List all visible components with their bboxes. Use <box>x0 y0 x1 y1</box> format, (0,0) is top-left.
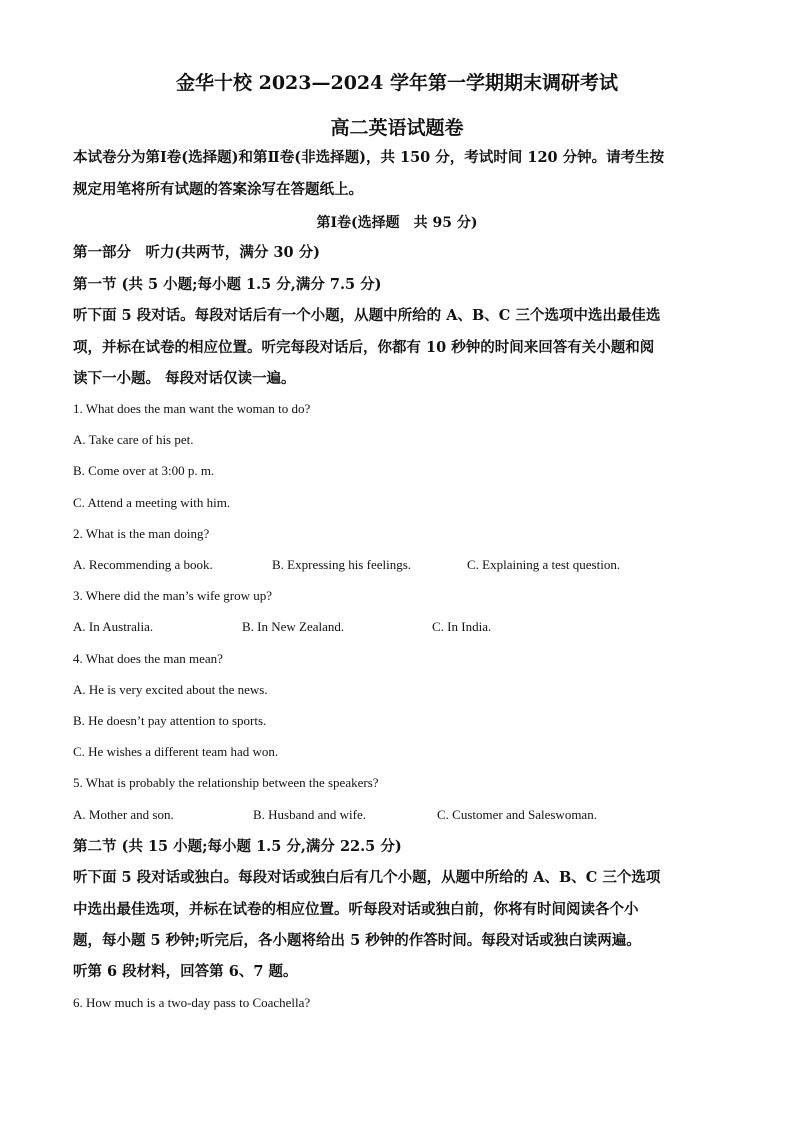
question-1-stem: 1. What does the man want the woman to do? <box>73 401 311 416</box>
question-2-option-a: A. Recommending a book. <box>73 557 213 572</box>
section-1-title: 第一节 (共 5 小题;每小题 1.5 分,满分 7.5 分) <box>73 276 382 293</box>
section-2-title: 第二节 (共 15 小题;每小题 1.5 分,满分 22.5 分) <box>73 838 402 855</box>
exam-subtitle: 高二英语试题卷 <box>330 117 464 139</box>
section-2-directions-line-3: 题，每小题 5 秒钟;听完后，各小题将给出 5 秒钟的作答时间。每段对话或独白读两遍。 <box>73 932 641 949</box>
instructions-line-1: 本试卷分为第Ⅰ卷(选择题)和第Ⅱ卷(非选择题)，共 150 分，考试时间 120 分钟。请考生按 <box>73 149 665 166</box>
question-5-option-c: C. Customer and Saleswoman. <box>437 807 597 822</box>
question-4-option-a: A. He is very excited about the news. <box>73 682 268 697</box>
instructions-line-2: 规定用笔将所有试题的答案涂写在答题纸上。 <box>73 181 363 198</box>
question-4-option-b: B. He doesn’t pay attention to sports. <box>73 713 267 728</box>
question-3-option-a: A. In Australia. <box>73 619 154 634</box>
volume-1-title: 第Ⅰ卷(选择题 共 95 分) <box>316 215 478 231</box>
question-2-option-b: B. Expressing his feelings. <box>272 557 412 572</box>
exam-title: 金华十校 2023—2024 学年第一学期期末调研考试 <box>176 72 618 94</box>
material-6-heading: 听第 6 段材料，回答第 6、7 题。 <box>73 963 298 980</box>
question-1-option-b: B. Come over at 3:00 p. m. <box>73 463 215 478</box>
question-5-stem: 5. What is probably the relationship between the speakers? <box>73 775 379 790</box>
question-1-option-c: C. Attend a meeting with him. <box>73 495 231 510</box>
question-3-option-b: B. In New Zealand. <box>242 619 345 634</box>
question-5-option-a: A. Mother and son. <box>73 807 174 822</box>
question-3-option-c: C. In India. <box>432 619 492 634</box>
question-6-stem: 6. How much is a two-day pass to Coachella? <box>73 995 311 1010</box>
section-1-directions-line-3: 读下一小题。 每段对话仅读一遍。 <box>73 370 296 387</box>
question-2-stem: 2. What is the man doing? <box>73 526 210 541</box>
question-1-option-a: A. Take care of his pet. <box>73 432 194 447</box>
question-4-stem: 4. What does the man mean? <box>73 651 223 666</box>
section-2-directions-line-2: 中选出最佳选项，并标在试卷的相应位置。听每段对话或独白前，你将有时间阅读各个小 <box>73 901 639 918</box>
part-1-title: 第一部分 听力(共两节，满分 30 分) <box>73 244 320 261</box>
question-3-stem: 3. Where did the man’s wife grow up? <box>73 588 273 603</box>
question-5-option-b: B. Husband and wife. <box>253 807 367 822</box>
section-2-directions-line-1: 听下面 5 段对话或独白。每段对话或独白后有几个小题，从题中所给的 A、B、C 三个选项 <box>73 869 661 886</box>
question-2-option-c: C. Explaining a test question. <box>467 557 621 572</box>
section-1-directions-line-1: 听下面 5 段对话。每段对话后有一个小题，从题中所给的 A、B、C 三个选项中选出最佳选 <box>73 307 661 324</box>
section-1-directions-line-2: 项，并标在试卷的相应位置。听完每段对话后，你都有 10 秒钟的时间来回答有关小题和阅 <box>73 339 655 356</box>
question-4-option-c: C. He wishes a different team had won. <box>73 744 279 759</box>
